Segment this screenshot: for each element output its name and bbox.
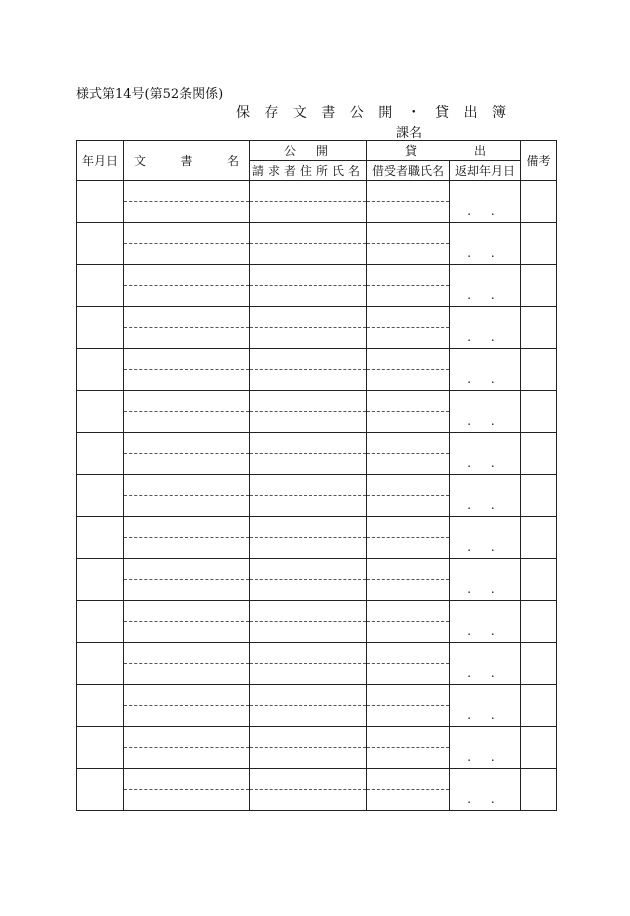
document-name-cell-upper[interactable] xyxy=(124,265,250,286)
remarks-cell[interactable] xyxy=(521,223,557,265)
requester-cell-lower[interactable] xyxy=(250,580,367,601)
requester-cell-upper[interactable] xyxy=(250,769,367,790)
remarks-cell[interactable] xyxy=(521,307,557,349)
requester-cell-lower[interactable] xyxy=(250,454,367,475)
requester-cell-lower[interactable] xyxy=(250,706,367,727)
requester-cell-lower[interactable] xyxy=(250,328,367,349)
document-title: 保 存 文 書 公 開 ・ 貸 出 簿 xyxy=(236,105,512,121)
return-date-mark: . . xyxy=(467,582,503,596)
remarks-cell[interactable] xyxy=(521,433,557,475)
remarks-cell[interactable] xyxy=(521,391,557,433)
remarks-cell[interactable] xyxy=(521,601,557,643)
document-name-cell-upper[interactable] xyxy=(124,601,250,622)
borrower-cell-lower[interactable] xyxy=(367,790,450,811)
requester-cell-upper[interactable] xyxy=(250,391,367,412)
document-name-cell-upper[interactable] xyxy=(124,685,250,706)
borrower-cell-lower[interactable] xyxy=(367,580,450,601)
borrower-cell-upper[interactable] xyxy=(367,433,450,454)
requester-cell-lower[interactable] xyxy=(250,244,367,265)
header-disclosure-group xyxy=(250,141,367,161)
return-date-cell[interactable] xyxy=(450,559,521,601)
date-cell[interactable] xyxy=(77,475,124,517)
table-row xyxy=(77,601,557,622)
header-lending-group xyxy=(367,141,521,161)
borrower-cell-lower[interactable] xyxy=(367,286,450,307)
requester-cell-upper[interactable] xyxy=(250,643,367,664)
table-row xyxy=(77,391,557,412)
document-name-cell-upper[interactable] xyxy=(124,769,250,790)
borrower-cell-upper[interactable] xyxy=(367,643,450,664)
remarks-cell[interactable] xyxy=(521,181,557,223)
form-number: 様式第14号(第52条関係) xyxy=(76,87,224,102)
section-name-label: 課名 xyxy=(396,126,423,141)
requester-cell-upper[interactable] xyxy=(250,685,367,706)
document-name-cell-lower[interactable] xyxy=(124,538,250,559)
remarks-cell[interactable] xyxy=(521,769,557,811)
date-cell[interactable] xyxy=(77,223,124,265)
borrower-cell-lower[interactable] xyxy=(367,202,450,223)
requester-cell-lower[interactable] xyxy=(250,370,367,391)
requester-cell-upper[interactable] xyxy=(250,223,367,244)
document-name-cell-lower[interactable] xyxy=(124,370,250,391)
document-name-cell-lower[interactable] xyxy=(124,286,250,307)
remarks-cell[interactable] xyxy=(521,685,557,727)
return-date-mark: . . xyxy=(467,372,503,386)
requester-cell-upper[interactable] xyxy=(250,433,367,454)
return-date-cell[interactable] xyxy=(450,223,521,265)
borrower-cell-lower[interactable] xyxy=(367,370,450,391)
table-row xyxy=(77,643,557,664)
requester-cell-upper[interactable] xyxy=(250,517,367,538)
borrower-cell-lower[interactable] xyxy=(367,748,450,769)
document-name-cell-lower[interactable] xyxy=(124,328,250,349)
borrower-cell-upper[interactable] xyxy=(367,349,450,370)
table-row xyxy=(77,181,557,202)
header-borrower: 借受者職氏名 xyxy=(367,161,450,181)
table-row xyxy=(77,727,557,748)
borrower-cell-upper[interactable] xyxy=(367,265,450,286)
return-date-cell[interactable] xyxy=(450,433,521,475)
document-name-cell-upper[interactable] xyxy=(124,349,250,370)
borrower-cell-upper[interactable] xyxy=(367,307,450,328)
document-name-cell-upper[interactable] xyxy=(124,181,250,202)
borrower-cell-lower[interactable] xyxy=(367,412,450,433)
borrower-cell-lower[interactable] xyxy=(367,622,450,643)
return-date-cell[interactable] xyxy=(450,685,521,727)
requester-cell-lower[interactable] xyxy=(250,622,367,643)
requester-cell-lower[interactable] xyxy=(250,790,367,811)
requester-cell-upper[interactable] xyxy=(250,601,367,622)
return-date-cell[interactable] xyxy=(450,391,521,433)
document-name-cell-upper[interactable] xyxy=(124,307,250,328)
date-cell[interactable] xyxy=(77,349,124,391)
date-cell[interactable] xyxy=(77,559,124,601)
borrower-cell-upper[interactable] xyxy=(367,391,450,412)
borrower-cell-lower[interactable] xyxy=(367,538,450,559)
document-name-cell-upper[interactable] xyxy=(124,391,250,412)
remarks-cell[interactable] xyxy=(521,643,557,685)
requester-cell-upper[interactable] xyxy=(250,727,367,748)
header-document-name-char-1: 文 xyxy=(134,154,147,168)
return-date-mark: . . xyxy=(467,204,503,218)
borrower-cell-upper[interactable] xyxy=(367,475,450,496)
date-cell[interactable] xyxy=(77,643,124,685)
document-name-cell-lower[interactable] xyxy=(124,706,250,727)
ledger-body xyxy=(77,181,557,811)
header-remarks: 備考 xyxy=(521,141,557,181)
borrower-cell-lower[interactable] xyxy=(367,664,450,685)
remarks-cell[interactable] xyxy=(521,349,557,391)
return-date-mark: . . xyxy=(467,288,503,302)
return-date-mark: . . xyxy=(467,414,503,428)
borrower-cell-upper[interactable] xyxy=(367,181,450,202)
document-name-cell-upper[interactable] xyxy=(124,223,250,244)
return-date-cell[interactable] xyxy=(450,475,521,517)
return-date-cell[interactable] xyxy=(450,517,521,559)
return-date-cell[interactable] xyxy=(450,349,521,391)
document-name-cell-lower[interactable] xyxy=(124,580,250,601)
return-date-cell[interactable] xyxy=(450,265,521,307)
remarks-cell[interactable] xyxy=(521,559,557,601)
requester-cell-upper[interactable] xyxy=(250,559,367,580)
document-name-cell-upper[interactable] xyxy=(124,559,250,580)
date-cell[interactable] xyxy=(77,727,124,769)
borrower-cell-lower[interactable] xyxy=(367,496,450,517)
date-cell[interactable] xyxy=(77,391,124,433)
date-cell[interactable] xyxy=(77,769,124,811)
header-return-date: 返却年月日 xyxy=(450,161,521,181)
table-row xyxy=(77,517,557,538)
date-cell[interactable] xyxy=(77,181,124,223)
document-name-cell-lower[interactable] xyxy=(124,244,250,265)
borrower-cell-upper[interactable] xyxy=(367,727,450,748)
return-date-mark: . . xyxy=(467,666,503,680)
return-date-cell[interactable] xyxy=(450,769,521,811)
requester-cell-lower[interactable] xyxy=(250,412,367,433)
return-date-mark: . . xyxy=(467,708,503,722)
requester-cell-lower[interactable] xyxy=(250,496,367,517)
document-name-cell-lower[interactable] xyxy=(124,664,250,685)
ledger-table xyxy=(76,140,557,811)
borrower-cell-lower[interactable] xyxy=(367,244,450,265)
document-name-cell-lower[interactable] xyxy=(124,496,250,517)
header-document-name xyxy=(124,141,250,181)
requester-cell-upper[interactable] xyxy=(250,181,367,202)
borrower-cell-lower[interactable] xyxy=(367,454,450,475)
return-date-mark: . . xyxy=(467,792,503,806)
date-cell[interactable] xyxy=(77,517,124,559)
table-row xyxy=(77,307,557,328)
return-date-mark: . . xyxy=(467,456,503,470)
requester-cell-lower[interactable] xyxy=(250,202,367,223)
document-name-cell-lower[interactable] xyxy=(124,748,250,769)
header-disclosure-char-1: 公 xyxy=(284,144,297,158)
return-date-cell[interactable] xyxy=(450,643,521,685)
document-name-cell-lower[interactable] xyxy=(124,412,250,433)
table-row xyxy=(77,433,557,454)
borrower-cell-upper[interactable] xyxy=(367,223,450,244)
date-cell[interactable] xyxy=(77,307,124,349)
return-date-cell[interactable] xyxy=(450,181,521,223)
document-name-cell-upper[interactable] xyxy=(124,517,250,538)
document-name-cell-upper[interactable] xyxy=(124,433,250,454)
date-cell[interactable] xyxy=(77,601,124,643)
document-name-cell-lower[interactable] xyxy=(124,790,250,811)
requester-cell-upper[interactable] xyxy=(250,265,367,286)
return-date-mark: . . xyxy=(467,330,503,344)
requester-cell-lower[interactable] xyxy=(250,538,367,559)
header-date: 年月日 xyxy=(77,141,124,181)
borrower-cell-upper[interactable] xyxy=(367,601,450,622)
return-date-mark: . . xyxy=(467,750,503,764)
document-name-cell-lower[interactable] xyxy=(124,622,250,643)
borrower-cell-upper[interactable] xyxy=(367,517,450,538)
header-lending-char-2: 出 xyxy=(473,144,486,158)
table-row xyxy=(77,223,557,244)
requester-cell-upper[interactable] xyxy=(250,475,367,496)
header-lending-char-1: 貸 xyxy=(405,144,418,158)
header-document-name-char-3: 名 xyxy=(226,154,239,168)
remarks-cell[interactable] xyxy=(521,265,557,307)
remarks-cell[interactable] xyxy=(521,475,557,517)
requester-cell-lower[interactable] xyxy=(250,286,367,307)
remarks-cell[interactable] xyxy=(521,727,557,769)
return-date-mark: . . xyxy=(467,540,503,554)
requester-cell-lower[interactable] xyxy=(250,664,367,685)
requester-cell-lower[interactable] xyxy=(250,748,367,769)
borrower-cell-upper[interactable] xyxy=(367,769,450,790)
borrower-cell-upper[interactable] xyxy=(367,559,450,580)
requester-cell-upper[interactable] xyxy=(250,307,367,328)
table-row xyxy=(77,475,557,496)
remarks-cell[interactable] xyxy=(521,517,557,559)
header-requester: 請求者住所氏名 xyxy=(250,161,367,181)
return-date-mark: . . xyxy=(467,246,503,260)
return-date-cell[interactable] xyxy=(450,601,521,643)
return-date-cell[interactable] xyxy=(450,727,521,769)
date-cell[interactable] xyxy=(77,265,124,307)
document-name-cell-upper[interactable] xyxy=(124,643,250,664)
borrower-cell-lower[interactable] xyxy=(367,328,450,349)
return-date-cell[interactable] xyxy=(450,307,521,349)
date-cell[interactable] xyxy=(77,685,124,727)
date-cell[interactable] xyxy=(77,433,124,475)
table-row xyxy=(77,685,557,706)
document-name-cell-lower[interactable] xyxy=(124,202,250,223)
requester-cell-upper[interactable] xyxy=(250,349,367,370)
document-name-cell-lower[interactable] xyxy=(124,454,250,475)
borrower-cell-lower[interactable] xyxy=(367,706,450,727)
return-date-mark: . . xyxy=(467,498,503,512)
table-row xyxy=(77,265,557,286)
header-document-name-char-2: 書 xyxy=(180,154,193,168)
table-row xyxy=(77,559,557,580)
header-disclosure-char-2: 開 xyxy=(315,144,328,158)
document-name-cell-upper[interactable] xyxy=(124,475,250,496)
borrower-cell-upper[interactable] xyxy=(367,685,450,706)
return-date-mark: . . xyxy=(467,624,503,638)
document-name-cell-upper[interactable] xyxy=(124,727,250,748)
table-row xyxy=(77,349,557,370)
table-row xyxy=(77,769,557,790)
